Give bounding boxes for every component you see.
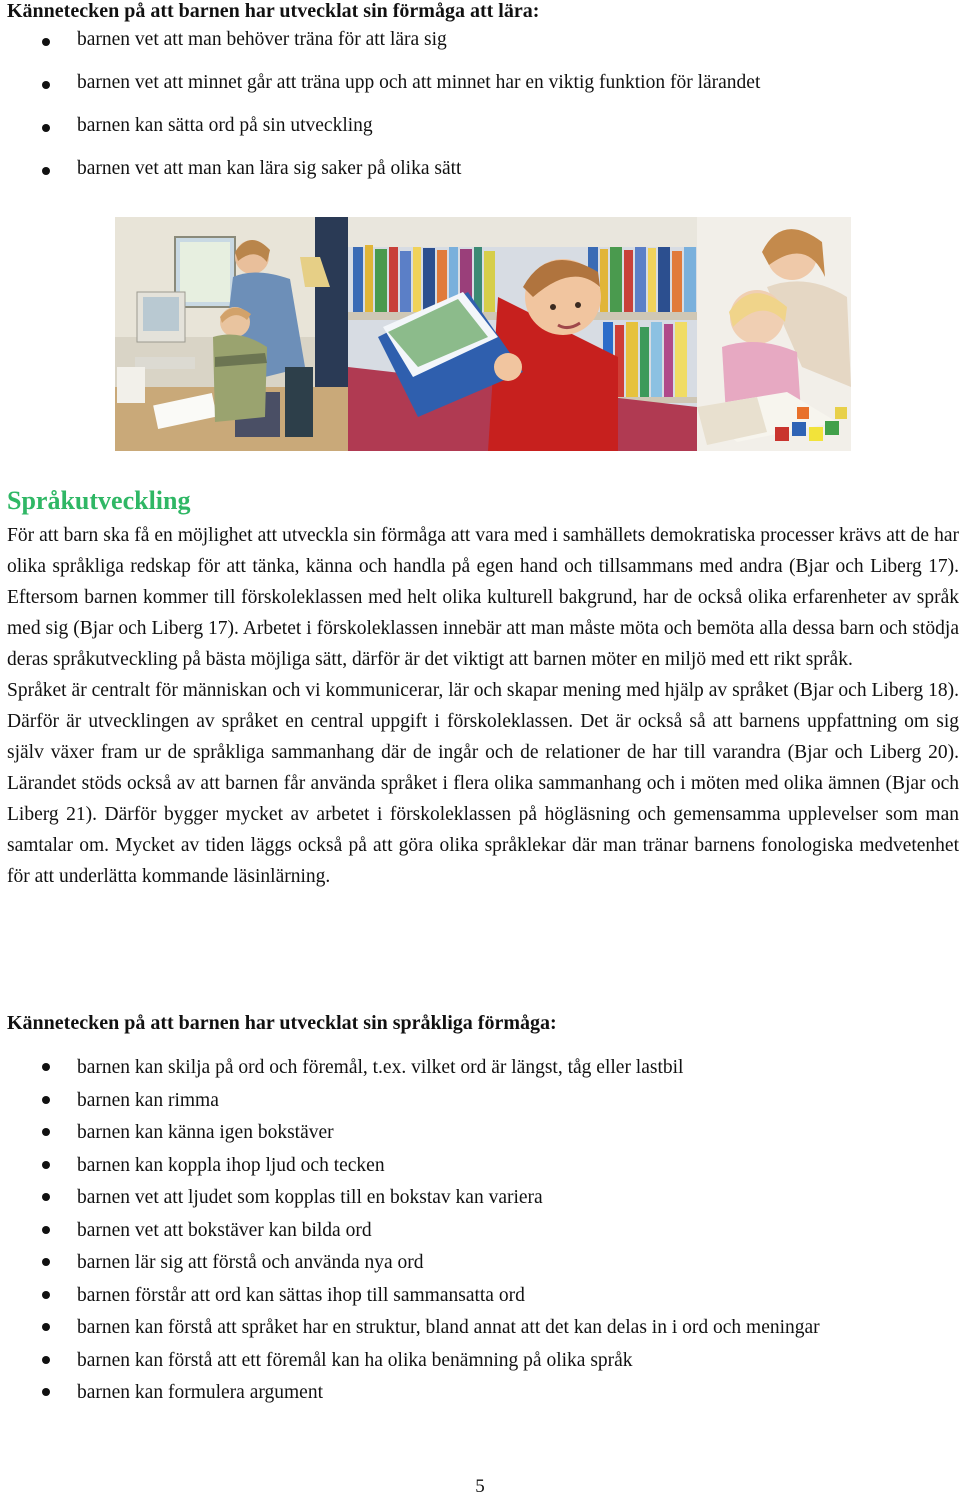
bullet-icon xyxy=(42,124,50,132)
bullet-icon xyxy=(42,1128,50,1136)
bullet-icon xyxy=(42,1258,50,1266)
list-item: barnen vet att bokstäver kan bilda ord xyxy=(0,1215,960,1246)
list-item: barnen lär sig att förstå och använda nya ord xyxy=(0,1247,960,1278)
list-item: barnen kan koppla ihop ljud och tecken xyxy=(0,1150,960,1181)
bullet-icon xyxy=(42,1161,50,1169)
photo-boy-reading xyxy=(348,217,697,451)
bullet-icon xyxy=(42,1323,50,1331)
photo-strip xyxy=(115,217,851,451)
list-item: barnen vet att minnet går att träna upp och att minnet har en viktig funktion för lärandet xyxy=(0,70,960,113)
list-item: barnen vet att ljudet som kopplas till en bokstav kan variera xyxy=(0,1182,960,1213)
photo-computer-classroom xyxy=(115,217,348,451)
list-item: barnen vet att man kan lära sig saker på olika sätt xyxy=(0,156,960,199)
bullet-icon xyxy=(42,1193,50,1201)
paragraph: För att barn ska få en möjlighet att utveckla sin förmåga att vara med i samhällets demokratiska processer krävs att de har olika språkliga redskap för att tänka, känna och handla på egen hand och tillsammans med andra (Bjar och Liberg 17). Eftersom barnen kommer till förskoleklassen med helt olika kulturell bakgrund, har de också olika erfarenheter av språk med sig (Bjar och Liberg 17). Arbetet i förskoleklassen innebär att man måste möta och bemöta alla dessa barn och stödja deras språkutveckling på bästa möjliga sätt, därför är det viktigt att barnen möter en miljö med ett rikt språk. xyxy=(7,525,959,670)
language-skills-heading: Kännetecken på att barnen har utvecklat sin språkliga förmåga: xyxy=(7,1012,557,1034)
section-body xyxy=(7,520,959,892)
list-item: barnen kan känna igen bokstäver xyxy=(0,1117,960,1148)
bullet-icon xyxy=(42,38,50,46)
list-item: barnen kan förstå att ett föremål kan ha olika benämning på olika språk xyxy=(0,1345,960,1376)
section-title: Språkutveckling xyxy=(7,486,191,515)
learning-list xyxy=(0,27,960,199)
bullet-icon xyxy=(42,81,50,89)
photo-girl-reading xyxy=(697,217,851,451)
paragraph: Språket är centralt för människan och vi kommunicerar, lär och skapar mening med hjälp av språket (Bjar och Liberg 18). Därför är utvecklingen av språket en central uppgift i förskoleklassen. Det är också så att barnens uppfattning om sig själv växer fram ur de språkliga sammanhang där de ingår och de relationer de har till varandra (Bjar och Liberg 20). Lärandet stöds också av att barnen får använda språket i flera olika sammanhang och i möten med olika ämnen (Bjar och Liberg 21). Därför bygger mycket av arbetet i förskoleklassen på högläsning och gemensamma upplevelser som man samtalar om. Mycket av tiden läggs också på att göra olika språklekar där man tränar barnens fonologiska medvetenhet för att underlätta kommande läsinlärning. xyxy=(7,680,959,887)
list-item: barnen kan formulera argument xyxy=(0,1377,960,1408)
bullet-icon xyxy=(42,1356,50,1364)
page-number: 5 xyxy=(475,1476,485,1497)
list-item: barnen förstår att ord kan sättas ihop till sammansatta ord xyxy=(0,1280,960,1311)
bullet-icon xyxy=(42,1063,50,1071)
list-item: barnen kan förstå att språket har en struktur, bland annat att det kan delas in i ord och meningar xyxy=(0,1312,960,1343)
list-item: barnen kan sätta ord på sin utveckling xyxy=(0,113,960,156)
bullet-icon xyxy=(42,1388,50,1396)
learning-heading: Kännetecken på att barnen har utvecklat sin förmåga att lära: xyxy=(7,0,540,22)
list-item: barnen kan skilja på ord och föremål, t.ex. vilket ord är längst, tåg eller lastbil xyxy=(0,1052,960,1083)
bullet-icon xyxy=(42,1096,50,1104)
list-item: barnen vet att man behöver träna för att lära sig xyxy=(0,27,960,70)
list-item: barnen kan rimma xyxy=(0,1085,960,1116)
bullet-icon xyxy=(42,1226,50,1234)
bullet-icon xyxy=(42,167,50,175)
bullet-icon xyxy=(42,1291,50,1299)
language-skills-list xyxy=(0,1052,960,1410)
